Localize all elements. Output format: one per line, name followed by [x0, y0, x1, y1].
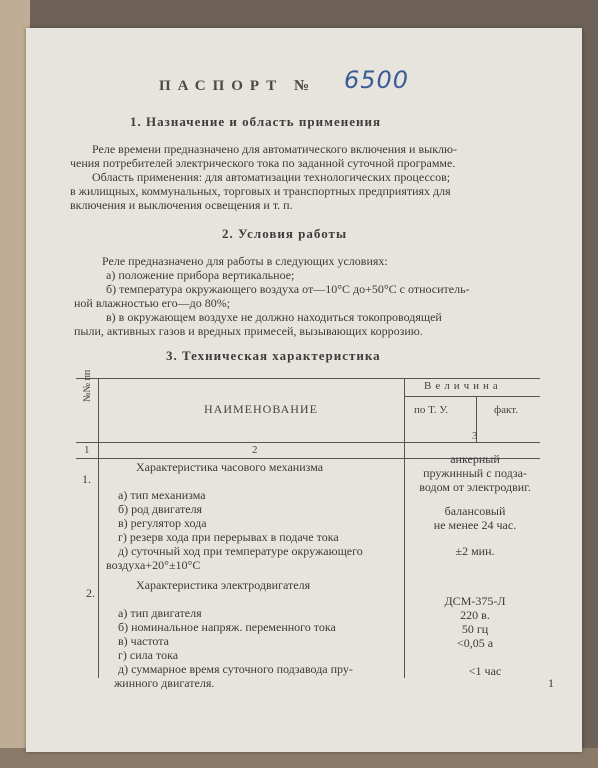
- section1-line: чения потребителей электрического тока по заданной суточной программе.: [70, 156, 456, 170]
- row2-item: жинного двигателя.: [114, 676, 215, 690]
- row1-value: балансовый: [444, 504, 506, 518]
- row1-item: в) регулятор хода: [118, 516, 207, 530]
- section2-line: пыли, активных газов и вредных примесей, вызывающих коррозию.: [74, 324, 423, 338]
- row2-value: 50 гц: [461, 622, 489, 636]
- section3-heading: 3. Техническая характеристика: [166, 348, 381, 363]
- section1-heading: 1. Назначение и область применения: [130, 114, 382, 129]
- row1-value: анкерный: [450, 452, 500, 466]
- index-3: 3: [472, 430, 478, 442]
- row1-num: 1.: [82, 472, 91, 486]
- section1-line: Реле времени предназначено для автоматического включения и выклю-: [92, 142, 457, 156]
- row1-item: а) тип механизма: [118, 488, 206, 502]
- row1-value: водом от электродвиг.: [419, 480, 531, 494]
- col-value-header: Величина: [424, 380, 502, 392]
- name-col-line: [404, 378, 405, 678]
- table-top-line: [76, 378, 540, 379]
- row2-value: ДСМ-375-Л: [444, 594, 506, 608]
- row2-item: г) сила тока: [118, 648, 179, 662]
- section2-line: Реле предназначено для работы в следующих условиях:: [102, 254, 388, 268]
- row1-value: ±2 мин.: [455, 544, 495, 558]
- row1-value: не менее 24 час.: [433, 518, 517, 532]
- row2-item: д) суммарное время суточного подзавода пру-: [118, 662, 353, 676]
- section2-line: в) в окружающем воздухе не должно находиться токопроводящей: [106, 310, 442, 324]
- value-sub-line: [404, 396, 540, 397]
- passport-sheet: [26, 28, 582, 752]
- row2-item: в) частота: [118, 634, 169, 648]
- row2-title: Характеристика электродвигателя: [136, 578, 311, 592]
- row1-title: Характеристика часового механизма: [136, 460, 324, 474]
- section2-heading: 2. Условия работы: [222, 226, 348, 241]
- section2-line: б) температура окружающего воздуха от—10°С до+50°С с относитель-: [106, 282, 470, 296]
- header-bottom-line: [76, 442, 540, 443]
- row2-item: а) тип двигателя: [118, 606, 202, 620]
- row2-value: <0,05 а: [456, 636, 494, 650]
- section2-line: ной влажностью его—до 80%;: [74, 296, 231, 310]
- row1-item: г) резерв хода при перерывах в подаче тока: [118, 530, 339, 544]
- section2-line: а) положение прибора вертикальное;: [106, 268, 295, 282]
- col-name-header: НАИМЕНОВАНИЕ: [204, 402, 318, 416]
- num-col-line: [98, 378, 99, 678]
- row2-num: 2.: [86, 586, 95, 600]
- col-num-header: №№ пп: [82, 369, 93, 402]
- section1-line: Область применения: для автоматизации технологических процессов;: [92, 170, 451, 184]
- index-1: 1: [84, 444, 90, 456]
- page-number: 1: [548, 676, 554, 690]
- section1-line: включения и выключения освещения и т. п.: [70, 198, 293, 212]
- row1-item: д) суточный ход при температуре окружающего: [118, 544, 363, 558]
- row2-value: <1 час: [468, 664, 502, 678]
- section1-line: в жилищных, коммунальных, торговых и транспортных предприятиях для: [70, 184, 451, 198]
- row1-item: воздуха+20°±10°С: [106, 558, 201, 572]
- col-tu-header: по Т. У.: [414, 404, 448, 416]
- row1-value: пружинный с подза-: [423, 466, 527, 480]
- row1-item: б) род двигателя: [118, 502, 203, 516]
- passport-number: 6500: [344, 66, 410, 94]
- index-2: 2: [252, 444, 258, 456]
- row2-value: 220 в.: [460, 608, 490, 622]
- document-title: ПАСПОРТ №: [159, 78, 317, 94]
- row2-item: б) номинальное напряж. переменного тока: [118, 620, 336, 634]
- col-fact-header: факт.: [494, 404, 518, 416]
